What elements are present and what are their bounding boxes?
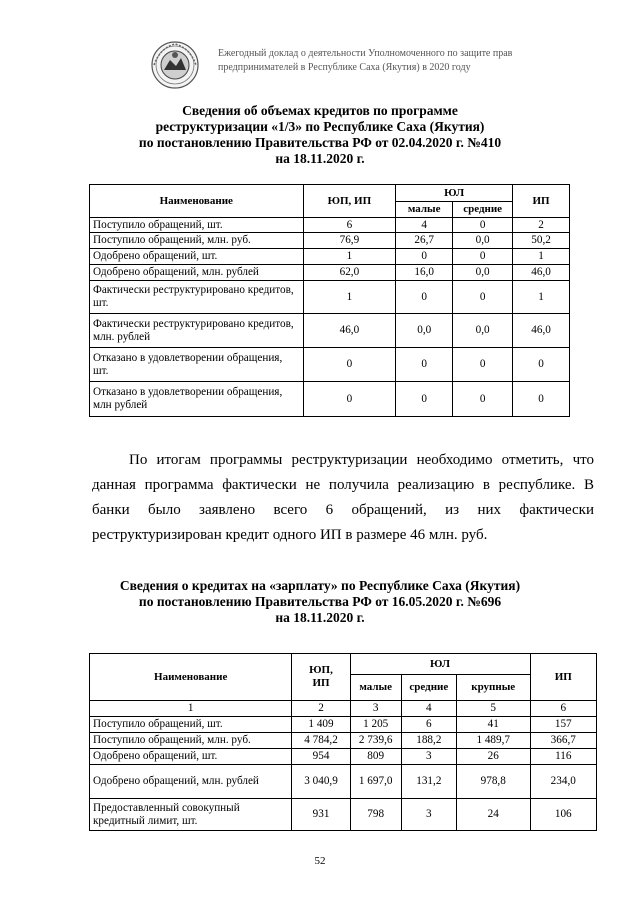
header-medium: средние	[453, 202, 513, 218]
cell-value: 0	[513, 348, 570, 382]
section1-title-line: по постановлению Правительства РФ от 02.04.2020 г. №410	[138, 135, 502, 150]
table-row	[90, 348, 570, 382]
paragraph-line: данная программа фактически не получила реализацию в республике. В	[92, 477, 594, 493]
body-paragraph	[92, 448, 594, 548]
row-label: Предоставленный совокупный кредитный лимит, шт.	[90, 799, 292, 831]
row-label: Одобрено обращений, шт.	[90, 249, 304, 265]
paragraph-line: банки было заявлено всего 6 обращений, из них фактически	[92, 502, 594, 518]
cell-value: 26	[456, 749, 530, 765]
cell-value: 1	[513, 281, 570, 314]
cell-value: 131,2	[401, 765, 456, 799]
restructuring-table	[89, 184, 570, 417]
cell-value: 6	[303, 218, 396, 233]
cell-value: 1 205	[350, 717, 401, 733]
table-row	[90, 249, 570, 265]
cell-value: 0	[303, 382, 396, 417]
cell-value: 1	[513, 249, 570, 265]
header-yup-ip	[292, 654, 350, 701]
cell-value: 188,2	[401, 733, 456, 749]
section1-title-line: реструктуризации «1/3» по Республике Саха (Якутия)	[155, 119, 485, 134]
numbering-row	[90, 701, 597, 717]
table-row	[90, 733, 597, 749]
cell-value: 0	[453, 281, 513, 314]
cell-value: 1	[303, 281, 396, 314]
cell-value: 2 739,6	[350, 733, 401, 749]
table-row	[90, 717, 597, 733]
cell-value: 0	[453, 249, 513, 265]
header-line-2: предпринимателей в Республике Саха (Якутия) в 2020 году	[218, 62, 471, 73]
cell-value: 41	[456, 717, 530, 733]
table-row	[90, 749, 597, 765]
header-ip: ИП	[530, 654, 596, 701]
cell-value: 0	[396, 249, 453, 265]
cell-value: 46,0	[513, 265, 570, 281]
header-small: малые	[396, 202, 453, 218]
salary-credit-table	[89, 653, 597, 831]
section1-title-line: Сведения об объемах кредитов по программе	[182, 103, 458, 118]
cell-value: 978,8	[456, 765, 530, 799]
section2-title	[60, 578, 580, 626]
cell-value: 116	[530, 749, 596, 765]
row-label: Отказано в удовлетворении обращения, шт.	[90, 348, 304, 382]
section1-title	[60, 103, 580, 167]
cell-value: 4 784,2	[292, 733, 350, 749]
header-name: Наименование	[90, 654, 292, 701]
table-row	[90, 765, 597, 799]
cell-value: 2	[513, 218, 570, 233]
paragraph-line: реструктуризирован кредит одного ИП в размере 46 млн. руб.	[92, 527, 488, 543]
page-header	[150, 40, 610, 100]
table-row	[90, 281, 570, 314]
header-yul: ЮЛ	[350, 654, 530, 675]
column-number: 4	[401, 701, 456, 717]
cell-value: 3 040,9	[292, 765, 350, 799]
cell-value: 1 409	[292, 717, 350, 733]
cell-value: 106	[530, 799, 596, 831]
row-label: Одобрено обращений, млн. рублей	[90, 765, 292, 799]
paragraph-line: По итогам программы реструктуризации необходимо отметить, что	[129, 452, 594, 468]
section2-title-line: по постановлению Правительства РФ от 16.05.2020 г. №696	[138, 594, 502, 609]
page-number: 52	[314, 855, 326, 867]
header-large: крупные	[456, 675, 530, 701]
cell-value: 0	[453, 348, 513, 382]
table-row	[90, 799, 597, 831]
cell-value: 46,0	[513, 314, 570, 348]
cell-value: 0,0	[453, 314, 513, 348]
header-line-1: Ежегодный доклад о деятельности Уполномоченного по защите прав	[218, 48, 513, 59]
row-label: Одобрено обращений, шт.	[90, 749, 292, 765]
cell-value: 6	[401, 717, 456, 733]
row-label: Одобрено обращений, млн. рублей	[90, 265, 304, 281]
row-label: Поступило обращений, млн. руб.	[90, 733, 292, 749]
column-number: 1	[90, 701, 292, 717]
header-ip: ИП	[513, 185, 570, 218]
column-number: 3	[350, 701, 401, 717]
header-yup-ip: ЮП, ИП	[303, 185, 396, 218]
cell-value: 3	[401, 749, 456, 765]
row-label: Фактически реструктурировано кредитов, млн. рублей	[90, 314, 304, 348]
cell-value: 157	[530, 717, 596, 733]
cell-value: 26,7	[396, 233, 453, 249]
table-row	[90, 314, 570, 348]
cell-value: 46,0	[303, 314, 396, 348]
column-number: 6	[530, 701, 596, 717]
cell-value: 62,0	[303, 265, 396, 281]
row-label: Фактически реструктурировано кредитов, шт.	[90, 281, 304, 314]
cell-value: 0	[303, 348, 396, 382]
header-medium: средние	[401, 675, 456, 701]
cell-value: 1	[303, 249, 396, 265]
cell-value: 0	[396, 382, 453, 417]
cell-value: 0,0	[453, 233, 513, 249]
header-name: Наименование	[90, 185, 304, 218]
cell-value: 366,7	[530, 733, 596, 749]
header-yup-ip-label: ЮП, ИП	[309, 664, 333, 689]
row-label: Отказано в удовлетворении обращения, млн рублей	[90, 382, 304, 417]
cell-value: 809	[350, 749, 401, 765]
section2-title-line: на 18.11.2020 г.	[275, 610, 365, 625]
table-row	[90, 265, 570, 281]
cell-value: 798	[350, 799, 401, 831]
section2-title-line: Сведения о кредитах на «зарплату» по Республике Саха (Якутия)	[119, 578, 521, 593]
cell-value: 234,0	[530, 765, 596, 799]
header-yul: ЮЛ	[396, 185, 513, 202]
column-number: 2	[292, 701, 350, 717]
emblem-icon	[150, 40, 200, 90]
cell-value: 1 697,0	[350, 765, 401, 799]
column-number: 5	[456, 701, 530, 717]
row-label: Поступило обращений, шт.	[90, 218, 304, 233]
table-row	[90, 218, 570, 233]
cell-value: 3	[401, 799, 456, 831]
cell-value: 76,9	[303, 233, 396, 249]
header-small: малые	[350, 675, 401, 701]
cell-value: 0	[396, 348, 453, 382]
cell-value: 16,0	[396, 265, 453, 281]
cell-value: 0	[453, 218, 513, 233]
cell-value: 0	[453, 382, 513, 417]
cell-value: 50,2	[513, 233, 570, 249]
cell-value: 0	[513, 382, 570, 417]
cell-value: 954	[292, 749, 350, 765]
cell-value: 1 489,7	[456, 733, 530, 749]
cell-value: 24	[456, 799, 530, 831]
table-row	[90, 233, 570, 249]
row-label: Поступило обращений, шт.	[90, 717, 292, 733]
cell-value: 931	[292, 799, 350, 831]
cell-value: 0,0	[396, 314, 453, 348]
cell-value: 0,0	[453, 265, 513, 281]
table-row	[90, 382, 570, 417]
cell-value: 4	[396, 218, 453, 233]
row-label: Поступило обращений, млн. руб.	[90, 233, 304, 249]
section1-title-line: на 18.11.2020 г.	[275, 151, 365, 166]
cell-value: 0	[396, 281, 453, 314]
